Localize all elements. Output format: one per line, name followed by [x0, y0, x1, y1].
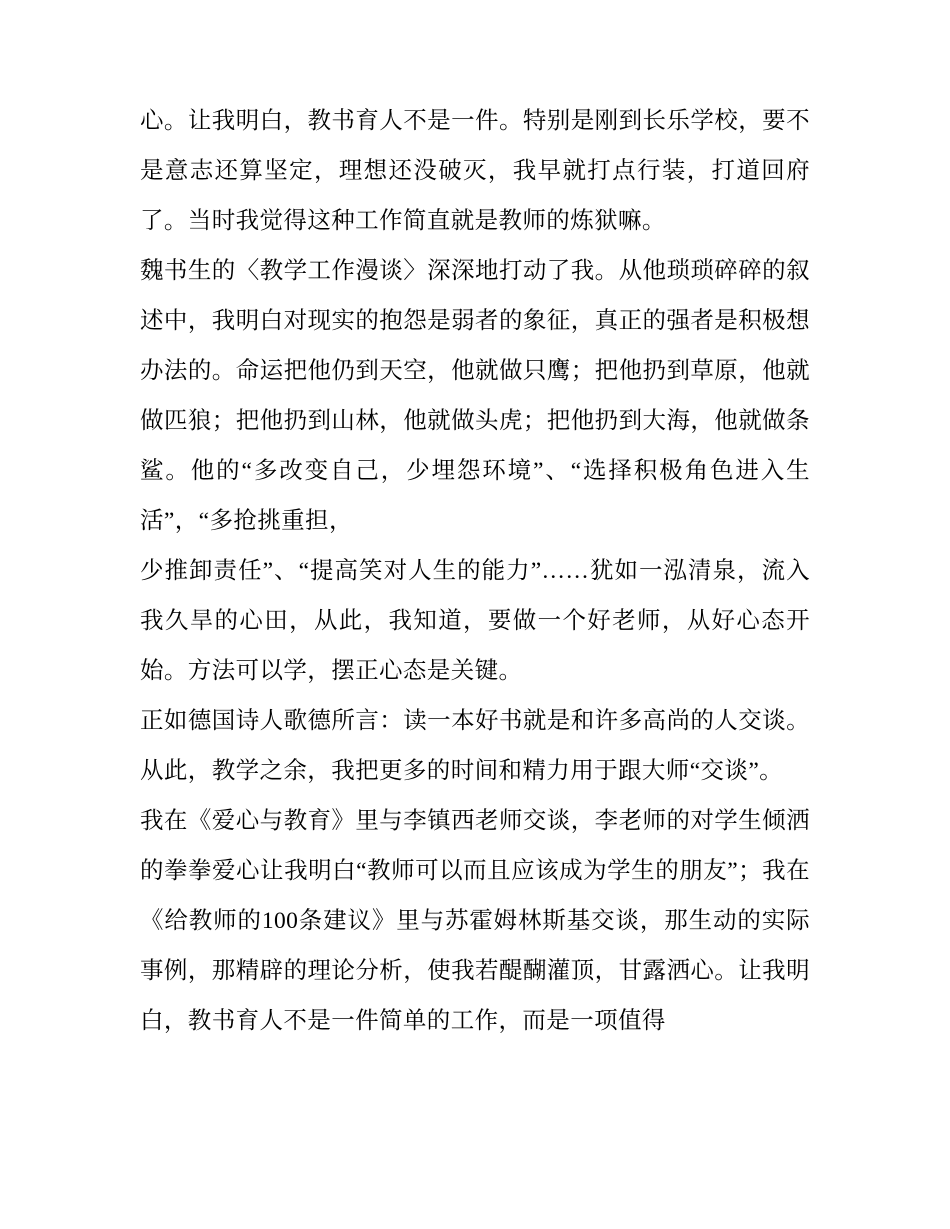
paragraph: 少推卸责任”、“提高笑对人生的能力”……犹如一泓清泉，流入我久旱的心田，从此，我知道，要做一个好老师，从好心态开始。方法可以学，摆正心态是关键。: [140, 558, 810, 684]
document-body: [140, 96, 810, 1046]
paragraph: 魏书生的〈教学工作漫谈〉深深地打动了我。从他琐琐碎碎的叙述中，我明白对现实的抱怨是弱者的象征，真正的强者是积极想办法的。命运把他仍到天空，他就做只鹰；把他扔到草原，他就做匹狼；把他扔到山林，他就做头虎；把他扔到大海，他就做条鲨。他的“多改变自己，少埋怨环境”、“选择积极角色进入生活”，“多抢挑重担，: [140, 258, 810, 534]
paragraph: 心。让我明白，教书育人不是一件。特别是刚到长乐学校，要不是意志还算坚定，理想还没破灭，我早就打点行装，打道回府了。当时我觉得这种工作简直就是教师的炼狱嘛。: [140, 108, 810, 234]
paragraph: 正如德国诗人歌德所言：读一本好书就是和许多高尚的人交谈。从此，教学之余，我把更多的时间和精力用于跟大师“交谈”。: [140, 708, 810, 784]
paragraph: 我在《爱心与教育》里与李镇西老师交谈，李老师的对学生倾洒的拳拳爱心让我明白“教师可以而且应该成为学生的朋友”；我在《给教师的100条建议》里与苏霍姆林斯基交谈，那生动的实际事例，那精辟的理论分析，使我若醍醐灌顶，甘露洒心。让我明白，教书育人不是一件简单的工作，而是一项值得: [140, 808, 810, 1034]
